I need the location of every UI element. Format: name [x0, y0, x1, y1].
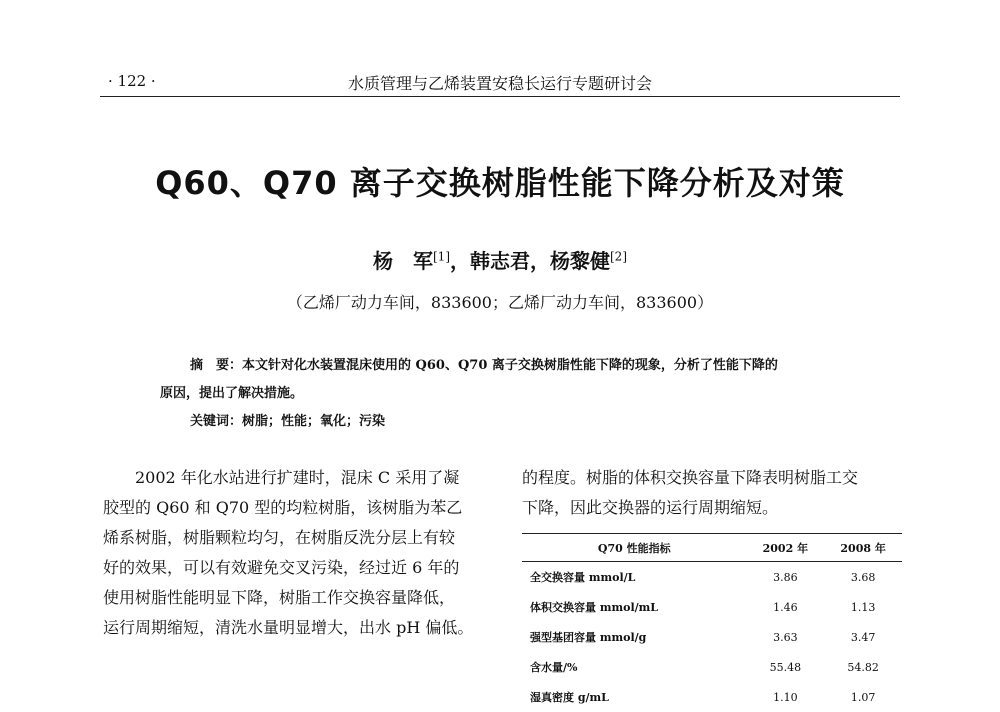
- author-1-ref: [1]: [433, 249, 450, 264]
- keywords-label: 关键词：: [190, 414, 243, 429]
- table-cell: 1.46: [773, 600, 798, 614]
- affiliation: （乙烯厂动力车间，833600；乙烯厂动力车间，833600）: [286, 293, 714, 312]
- table-cell: 含水量/%: [530, 661, 578, 674]
- table-row: [522, 682, 902, 712]
- abstract-label: 摘 要：: [190, 358, 243, 373]
- table-cell: 1.10: [773, 690, 798, 704]
- journal-title: 水质管理与乙烯装置安稳长运行专题研讨会: [347, 74, 652, 93]
- page-header: [100, 66, 900, 97]
- table-cell: 1.07: [850, 690, 876, 704]
- page-number: · 122 ·: [108, 72, 156, 90]
- abstract: [160, 352, 860, 380]
- table-header: 2002 年: [746, 534, 824, 562]
- table-header: Q70 性能指标: [522, 534, 746, 562]
- table-cell: 3.47: [850, 630, 876, 644]
- body-right-line: 的程度。树脂的体积交换容量下降表明树脂工交: [522, 468, 859, 487]
- table-cell: 1.13: [850, 600, 876, 614]
- table-header-row: [522, 534, 902, 562]
- table-cell: 3.86: [773, 570, 798, 584]
- abstract-line-2: 原因，提出了解决措施。: [160, 386, 304, 401]
- table-row: [522, 562, 902, 593]
- abstract-line-1: 本文针对化水装置混床使用的 Q60、Q70 离子交换树脂性能下降的现象，分析了性能下降的: [242, 358, 778, 373]
- table-cell: 体积交换容量 mmol/mL: [530, 601, 659, 614]
- table-cell: 55.48: [769, 660, 802, 674]
- table-cell: 54.82: [847, 660, 879, 674]
- keywords-text: 树脂；性能；氧化；污染: [242, 414, 386, 429]
- author-ref-2: [2]: [610, 249, 627, 264]
- table-row: [522, 592, 902, 622]
- authors: [0, 245, 1000, 274]
- table-header: 2008 年: [824, 534, 902, 562]
- body-left-line: 使用树脂性能明显下降，树脂工作交换容量降低，: [103, 588, 456, 607]
- table-cell: 全交换容量 mmol/L: [530, 571, 636, 584]
- body-right-line: 下降，因此交换器的运行周期缩短。: [522, 498, 779, 517]
- table-cell: 强型基团容量 mmol/g: [530, 631, 647, 644]
- table-cell: 3.68: [850, 570, 876, 584]
- body-left-line: 好的效果，可以有效避免交叉污染，经过近 6 年的: [103, 558, 460, 577]
- body-right-column: [522, 463, 907, 523]
- body-left-column: [103, 463, 498, 643]
- table-cell: 3.63: [773, 630, 798, 644]
- body-left-line: 烯系树脂，树脂颗粒均匀，在树脂反洗分层上有较: [103, 528, 456, 547]
- other-authors: ，韩志君，杨黎健: [450, 249, 610, 273]
- keywords: [190, 410, 385, 429]
- body-left-line: 运行周期缩短，清洗水量明显增大，出水 pH 偏低。: [103, 618, 474, 637]
- body-left-line: 胶型的 Q60 和 Q70 型的均粒树脂，该树脂为苯乙: [103, 498, 463, 517]
- table-row: [522, 652, 902, 682]
- table-row: [522, 622, 902, 652]
- table-cell: 湿真密度 g/mL: [530, 691, 609, 704]
- q70-properties-table: [522, 533, 902, 712]
- paper-title: Q60、Q70 离子交换树脂性能下降分析及对策: [155, 164, 845, 202]
- author-1: 杨 军: [373, 249, 433, 273]
- body-left-line: 2002 年化水站进行扩建时，混床 C 采用了凝: [135, 468, 460, 487]
